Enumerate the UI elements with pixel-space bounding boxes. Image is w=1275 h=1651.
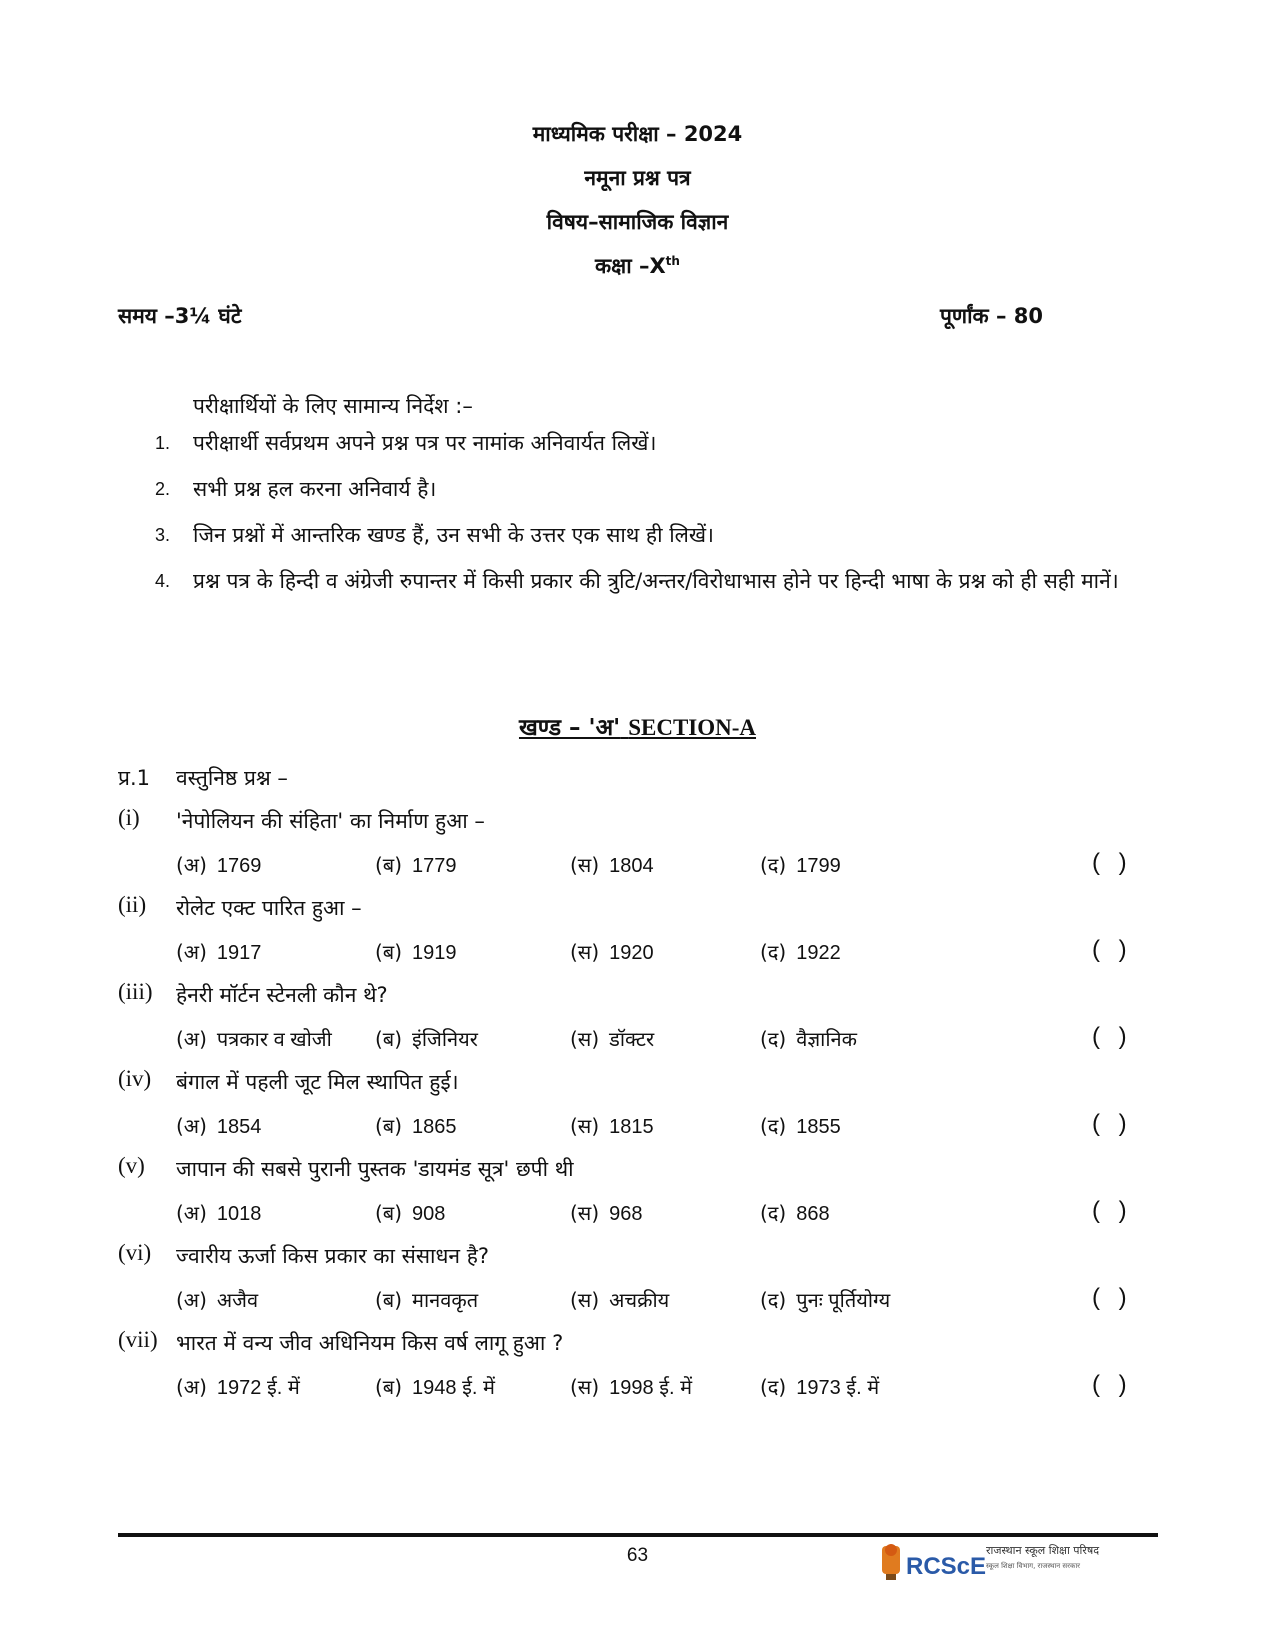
rcsce-logo [878, 1540, 1158, 1584]
option-label: (ब) [375, 1114, 403, 1138]
option-b [375, 1112, 457, 1139]
option-value: 1804 [609, 855, 654, 877]
option-value: 1919 [412, 942, 457, 964]
option-c [570, 1112, 654, 1139]
section-heading [0, 710, 1275, 742]
option-label: (द) [760, 853, 787, 877]
option-value: 1917 [216, 942, 262, 964]
option-label: (ब) [375, 1201, 403, 1225]
answer-blank: ( ) [1092, 936, 1133, 963]
option-value: 1920 [609, 942, 654, 964]
option-label: (द) [760, 1027, 787, 1051]
option-label: (ब) [375, 1375, 403, 1399]
option-value: मानवकृत [412, 1290, 479, 1312]
question-item-number: (v) [118, 1153, 145, 1178]
instruction-item [155, 512, 1150, 558]
class-label: कक्षा –X [595, 254, 666, 278]
question-item-number: (vii) [118, 1327, 158, 1352]
option-value: 1779 [412, 855, 457, 877]
option-label: (स) [570, 940, 600, 964]
answer-blank: ( ) [1092, 1197, 1133, 1224]
option-label: (ब) [375, 1027, 403, 1051]
option-label: (स) [570, 1114, 600, 1138]
option-b [375, 1373, 495, 1400]
option-label: (अ) [176, 1114, 207, 1138]
question-number: प्र.1 [118, 766, 150, 790]
option-d [760, 851, 841, 878]
option-a [176, 938, 261, 965]
option-label: (स) [570, 1288, 600, 1312]
option-d [760, 1373, 879, 1400]
option-label: (ब) [375, 940, 403, 964]
answer-blank: ( ) [1092, 849, 1133, 876]
instruction-text: सभी प्रश्न हल करना अनिवार्य है। [193, 477, 437, 501]
option-value: 1973 ई. में [796, 1377, 880, 1399]
answer-blank: ( ) [1092, 1371, 1133, 1398]
logo-line-2: स्कूल शिक्षा विभाग, राजस्थान सरकार [986, 1562, 1081, 1570]
subject-title: विषय–सामाजिक विज्ञान [546, 210, 729, 234]
question-item-number: (i) [118, 805, 140, 830]
option-b [375, 851, 457, 878]
option-value: 868 [796, 1203, 830, 1225]
option-c [570, 1025, 654, 1052]
max-marks: पूर्णांक – 80 [940, 304, 1044, 328]
option-a [176, 851, 261, 878]
option-value: 1948 ई. में [412, 1377, 495, 1399]
instruction-number: 1. [155, 433, 171, 453]
question-text: 'नेपोलियन की संहिता' का निर्माण हुआ – [176, 809, 485, 833]
option-c [570, 938, 654, 965]
option-label: (द) [760, 940, 787, 964]
option-d [760, 1199, 830, 1226]
question-text: भारत में वन्य जीव अधिनियम किस वर्ष लागू हुआ ? [176, 1331, 564, 1355]
option-c [570, 851, 654, 878]
question-text: ज्वारीय ऊर्जा किस प्रकार का संसाधन है? [176, 1244, 490, 1268]
option-label: (स) [570, 853, 600, 877]
option-label: (ब) [375, 1288, 403, 1312]
option-value: 1922 [796, 942, 841, 964]
instruction-text: जिन प्रश्नों में आन्तरिक खण्ड हैं, उन सभी के उत्तर एक साथ ही लिखें। [193, 523, 715, 547]
option-b [375, 1025, 478, 1052]
option-value: 908 [412, 1203, 446, 1225]
option-d [760, 938, 841, 965]
option-a [176, 1025, 332, 1052]
option-value: 1815 [609, 1116, 654, 1138]
option-label: (स) [570, 1201, 600, 1225]
option-value: डॉक्टर [609, 1029, 655, 1051]
option-label: (अ) [176, 853, 207, 877]
option-value: अचक्रीय [609, 1290, 670, 1312]
option-value: 1972 ई. में [216, 1377, 300, 1399]
option-label: (अ) [176, 1375, 207, 1399]
instruction-item [155, 558, 1150, 650]
option-value: 1018 [216, 1203, 262, 1225]
instruction-text: परीक्षार्थी सर्वप्रथम अपने प्रश्न पत्र पर नामांक अनिवार्यत लिखें। [193, 431, 657, 455]
option-value: अजैव [216, 1290, 259, 1312]
class-title [0, 252, 1275, 280]
instruction-number: 4. [155, 571, 171, 591]
option-value: 1998 ई. में [609, 1377, 693, 1399]
logo-line-1: राजस्थान स्कूल शिक्षा परिषद [986, 1544, 1100, 1557]
option-d [760, 1112, 841, 1139]
option-value: इंजिनियर [412, 1029, 478, 1051]
section-english: SECTION-A [628, 715, 757, 740]
question-text: बंगाल में पहली जूट मिल स्थापित हुई। [176, 1070, 459, 1094]
option-c [570, 1286, 669, 1313]
instruction-item [155, 420, 1150, 466]
option-label: (स) [570, 1375, 600, 1399]
question-text: जापान की सबसे पुरानी पुस्तक 'डायमंड सूत्र' छपी थी [176, 1157, 574, 1181]
option-label: (अ) [176, 940, 207, 964]
question-text: रोलेट एक्ट पारित हुआ – [176, 896, 362, 920]
option-c [570, 1373, 692, 1400]
instruction-number: 2. [155, 479, 171, 499]
answer-blank: ( ) [1092, 1023, 1133, 1050]
answer-blank: ( ) [1092, 1284, 1133, 1311]
option-a [176, 1373, 300, 1400]
option-value: 1769 [216, 855, 262, 877]
option-label: (अ) [176, 1288, 207, 1312]
option-b [375, 1286, 478, 1313]
option-a [176, 1286, 258, 1313]
option-label: (द) [760, 1288, 787, 1312]
option-label: (अ) [176, 1201, 207, 1225]
option-a [176, 1199, 261, 1226]
class-superscript: th [665, 254, 680, 268]
option-value: 1865 [412, 1116, 457, 1138]
option-label: (अ) [176, 1027, 207, 1051]
option-b [375, 1199, 445, 1226]
page-number: 63 [626, 1545, 649, 1566]
option-label: (द) [760, 1201, 787, 1225]
time-allowed: समय –3¼ घंटे [118, 304, 242, 328]
option-c [570, 1199, 643, 1226]
instruction-number: 3. [155, 525, 171, 545]
option-value: 968 [609, 1203, 643, 1225]
instruction-text: प्रश्न पत्र के हिन्दी व अंग्रेजी रुपान्तर में किसी प्रकार की त्रुटि/अन्तर/विरोधाभास होने पर हिन्दी भाषा के प्रश्न को ही सही मानें। [193, 569, 1119, 593]
answer-blank: ( ) [1092, 1110, 1133, 1137]
option-value: 1854 [216, 1116, 262, 1138]
option-d [760, 1286, 890, 1313]
option-value: पत्रकार व खोजी [216, 1029, 332, 1051]
option-value: 1799 [796, 855, 841, 877]
option-d [760, 1025, 857, 1052]
question-text: हेनरी मॉर्टन स्टेनली कौन थे? [176, 983, 388, 1007]
instructions-title: परीक्षार्थियों के लिए सामान्य निर्देश :– [193, 394, 473, 418]
option-value: वैज्ञानिक [796, 1029, 857, 1051]
option-label: (ब) [375, 853, 403, 877]
paper-type: नमूना प्रश्न पत्र [584, 166, 691, 190]
logo-abbr: RCScE [906, 1553, 987, 1580]
question-item-number: (iv) [118, 1066, 152, 1091]
question-heading: वस्तुनिष्ठ प्रश्न – [176, 766, 288, 790]
option-label: (द) [760, 1114, 787, 1138]
option-label: (द) [760, 1375, 787, 1399]
footer-rule [118, 1533, 1158, 1537]
exam-title: माध्यमिक परीक्षा – 2024 [532, 122, 743, 146]
option-value: पुनः पूर्तियोग्य [796, 1290, 891, 1312]
emblem-icon [878, 1540, 988, 1584]
option-a [176, 1112, 261, 1139]
instruction-item [155, 466, 1150, 512]
question-item-number: (iii) [118, 979, 153, 1004]
option-label: (स) [570, 1027, 600, 1051]
option-value: 1855 [796, 1116, 841, 1138]
option-b [375, 938, 457, 965]
section-hindi: खण्ड – 'अ' [518, 715, 621, 741]
question-item-number: (ii) [118, 892, 147, 917]
question-item-number: (vi) [118, 1240, 152, 1265]
